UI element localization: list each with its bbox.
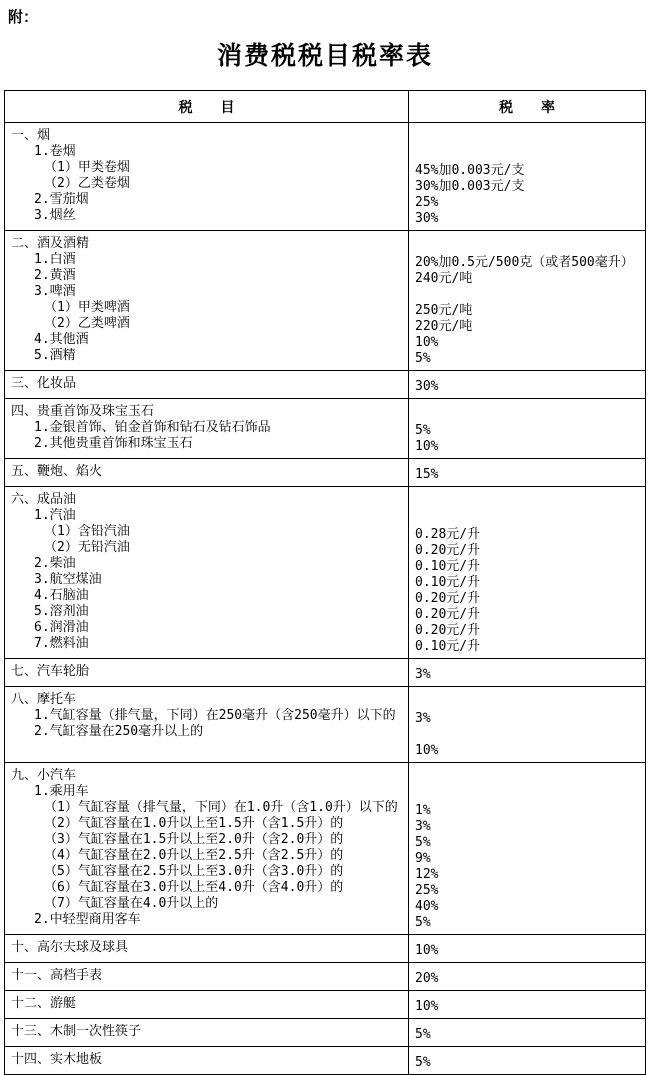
- tax-rate-line: 5%: [415, 1055, 431, 1070]
- tax-rate-line: 240元/吨: [415, 271, 473, 286]
- tax-item-line: 2.雪茄烟: [34, 192, 89, 207]
- tax-rate-cell: [409, 1019, 646, 1047]
- tax-item-line: 4.其他酒: [34, 332, 89, 347]
- tax-item-line: 3.烟丝: [34, 208, 76, 223]
- tax-item-line: 十、高尔夫球及球具: [11, 940, 129, 955]
- column-header-tax-item: 税 目: [5, 91, 409, 123]
- tax-item-line: 2.其他贵重首饰和珠宝玉石: [34, 436, 193, 451]
- tax-rate-line: 5%: [415, 1027, 431, 1042]
- tax-item-line: 1.卷烟: [34, 144, 76, 159]
- tax-item-line: （6）气缸容量在3.0升以上至4.0升（含4.0升）的: [44, 880, 344, 895]
- tax-item-line: 十一、高档手表: [11, 968, 103, 983]
- table-row: [5, 687, 646, 763]
- table-row: [5, 991, 646, 1019]
- table-row: [5, 459, 646, 487]
- tax-item-line: 7.燃料油: [34, 636, 89, 651]
- tax-item-cell: [5, 487, 409, 659]
- tax-rate-line: 12%: [415, 867, 439, 882]
- tax-rate-cell: [409, 659, 646, 687]
- tax-rate-line: 9%: [415, 851, 431, 866]
- table-row: [5, 1019, 646, 1047]
- tax-rate-line: 3%: [415, 819, 431, 834]
- tax-rate-line: 30%加0.003元/支: [415, 179, 525, 194]
- tax-rate-line: 10%: [415, 943, 439, 958]
- page-title: 消费税税目税率表: [216, 41, 433, 70]
- tax-item-line: 4.石脑油: [34, 588, 89, 603]
- attachment-label: 附：: [8, 8, 39, 26]
- tax-rate-table: [4, 90, 646, 1075]
- tax-item-cell: [5, 935, 409, 963]
- tax-item-line: 十二、游艇: [11, 996, 77, 1011]
- tax-rate-line: [415, 511, 641, 527]
- tax-item-line: （4）气缸容量在2.0升以上至2.5升（含2.5升）的: [44, 848, 344, 863]
- tax-rate-line: 0.10元/升: [415, 559, 481, 574]
- tax-rate-line: 20%: [415, 971, 439, 986]
- tax-item-line: 四、贵重首饰及珠宝玉石: [11, 404, 155, 419]
- tax-item-line: 2.黄酒: [34, 268, 76, 283]
- tax-rate-cell: [409, 1047, 646, 1075]
- tax-rate-cell: [409, 231, 646, 371]
- tax-item-line: 2.气缸容量在250毫升以上的: [34, 724, 204, 739]
- tax-rate-line: [415, 407, 641, 423]
- tax-item-line: 1.气缸容量（排气量，下同）在250毫升（含250毫升）以下的: [34, 708, 396, 723]
- tax-table-body: [5, 123, 646, 1075]
- tax-rate-cell: [409, 487, 646, 659]
- tax-rate-line: 3%: [415, 667, 431, 682]
- tax-item-line: 六、成品油: [11, 492, 77, 507]
- tax-rate-line: [415, 147, 641, 163]
- tax-item-line: 3.航空煤油: [34, 572, 102, 587]
- tax-rate-line: [415, 787, 641, 803]
- tax-item-cell: [5, 399, 409, 459]
- tax-item-line: 三、化妆品: [11, 376, 77, 391]
- tax-rate-cell: [409, 763, 646, 935]
- tax-rate-line: [415, 239, 641, 255]
- tax-item-cell: [5, 231, 409, 371]
- table-row: [5, 1047, 646, 1075]
- tax-item-line: 一、烟: [11, 128, 51, 143]
- tax-item-line: 十三、木制一次性筷子: [11, 1024, 142, 1039]
- tax-rate-line: [415, 727, 641, 743]
- table-row: [5, 487, 646, 659]
- tax-rate-cell: [409, 991, 646, 1019]
- tax-item-line: 五、鞭炮、焰火: [11, 464, 103, 479]
- tax-item-line: （3）气缸容量在1.5升以上至2.0升（含2.0升）的: [44, 832, 344, 847]
- table-row: [5, 123, 646, 231]
- tax-rate-cell: [409, 123, 646, 231]
- tax-item-cell: [5, 371, 409, 399]
- tax-item-line: （2）乙类啤酒: [44, 316, 130, 331]
- table-header-row: [5, 91, 646, 123]
- tax-rate-line: 15%: [415, 467, 439, 482]
- tax-rate-line: 1%: [415, 803, 431, 818]
- tax-item-line: 1.白酒: [34, 252, 76, 267]
- tax-rate-line: 30%: [415, 379, 439, 394]
- tax-item-line: 七、汽车轮胎: [11, 664, 90, 679]
- tax-item-line: （1）含铅汽油: [44, 524, 130, 539]
- tax-rate-line: 220元/吨: [415, 319, 473, 334]
- tax-item-cell: [5, 659, 409, 687]
- tax-item-line: 1.汽油: [34, 508, 76, 523]
- tax-rate-cell: [409, 399, 646, 459]
- tax-rate-line: 5%: [415, 351, 431, 366]
- tax-rate-line: [415, 771, 641, 787]
- tax-item-line: 1.金银首饰、铂金首饰和钻石及钻石饰品: [34, 420, 271, 435]
- tax-rate-line: [415, 695, 641, 711]
- tax-rate-line: [415, 287, 641, 303]
- table-row: [5, 935, 646, 963]
- tax-rate-line: 10%: [415, 999, 439, 1014]
- tax-rate-cell: [409, 371, 646, 399]
- table-row: [5, 231, 646, 371]
- table-row: [5, 963, 646, 991]
- tax-item-line: 6.润滑油: [34, 620, 89, 635]
- tax-rate-line: 3%: [415, 711, 431, 726]
- tax-item-line: 2.中轻型商用客车: [34, 912, 141, 927]
- tax-rate-line: 0.20元/升: [415, 543, 481, 558]
- table-header: [5, 91, 646, 123]
- tax-rate-line: 10%: [415, 743, 439, 758]
- tax-rate-line: 0.20元/升: [415, 591, 481, 606]
- tax-item-line: 二、酒及酒精: [11, 236, 90, 251]
- tax-item-cell: [5, 1019, 409, 1047]
- tax-item-line: 九、小汽车: [11, 768, 77, 783]
- tax-rate-line: 25%: [415, 883, 439, 898]
- tax-rate-line: 0.10元/升: [415, 575, 481, 590]
- tax-item-cell: [5, 123, 409, 231]
- table-row: [5, 659, 646, 687]
- tax-rate-cell: [409, 963, 646, 991]
- tax-rate-line: 0.10元/升: [415, 639, 481, 654]
- tax-rate-line: 0.28元/升: [415, 527, 481, 542]
- tax-rate-line: 20%加0.5元/500克（或者500毫升）: [415, 255, 634, 270]
- tax-rate-line: [415, 131, 641, 147]
- tax-rate-line: 5%: [415, 915, 431, 930]
- tax-item-line: （5）气缸容量在2.5升以上至3.0升（含3.0升）的: [44, 864, 344, 879]
- tax-item-cell: [5, 991, 409, 1019]
- tax-item-line: 1.乘用车: [34, 784, 89, 799]
- tax-rate-line: 25%: [415, 195, 439, 210]
- tax-rate-line: 5%: [415, 835, 431, 850]
- tax-item-line: 5.酒精: [34, 348, 76, 363]
- tax-rate-line: 10%: [415, 335, 439, 350]
- table-row: [5, 763, 646, 935]
- tax-rate-cell: [409, 935, 646, 963]
- tax-item-line: 3.啤酒: [34, 284, 76, 299]
- tax-item-line: （1）气缸容量（排气量，下同）在1.0升（含1.0升）以下的: [44, 800, 398, 815]
- tax-item-cell: [5, 1047, 409, 1075]
- table-row: [5, 399, 646, 459]
- tax-item-line: （2）无铅汽油: [44, 540, 130, 555]
- tax-rate-line: 0.20元/升: [415, 607, 481, 622]
- tax-item-cell: [5, 963, 409, 991]
- tax-item-line: 2.柴油: [34, 556, 76, 571]
- tax-item-cell: [5, 459, 409, 487]
- tax-item-line: （1）甲类啤酒: [44, 300, 130, 315]
- table-row: [5, 371, 646, 399]
- tax-item-line: 十四、实木地板: [11, 1052, 103, 1067]
- tax-rate-cell: [409, 687, 646, 763]
- tax-item-line: （2）气缸容量在1.0升以上至1.5升（含1.5升）的: [44, 816, 344, 831]
- tax-item-line: 5.溶剂油: [34, 604, 89, 619]
- tax-item-line: （7）气缸容量在4.0升以上的: [44, 896, 219, 911]
- tax-rate-line: 0.20元/升: [415, 623, 481, 638]
- tax-rate-line: 40%: [415, 899, 439, 914]
- tax-rate-line: 30%: [415, 211, 439, 226]
- tax-item-line: （2）乙类卷烟: [44, 176, 130, 191]
- tax-rate-line: 10%: [415, 439, 439, 454]
- tax-item-cell: [5, 687, 409, 763]
- tax-item-cell: [5, 763, 409, 935]
- tax-rate-line: 5%: [415, 423, 431, 438]
- tax-item-line: 八、摩托车: [11, 692, 77, 707]
- tax-rate-line: 250元/吨: [415, 303, 473, 318]
- column-header-tax-rate: 税 率: [409, 91, 646, 123]
- tax-item-line: （1）甲类卷烟: [44, 160, 130, 175]
- tax-rate-cell: [409, 459, 646, 487]
- tax-rate-line: [415, 495, 641, 511]
- tax-rate-line: 45%加0.003元/支: [415, 163, 525, 178]
